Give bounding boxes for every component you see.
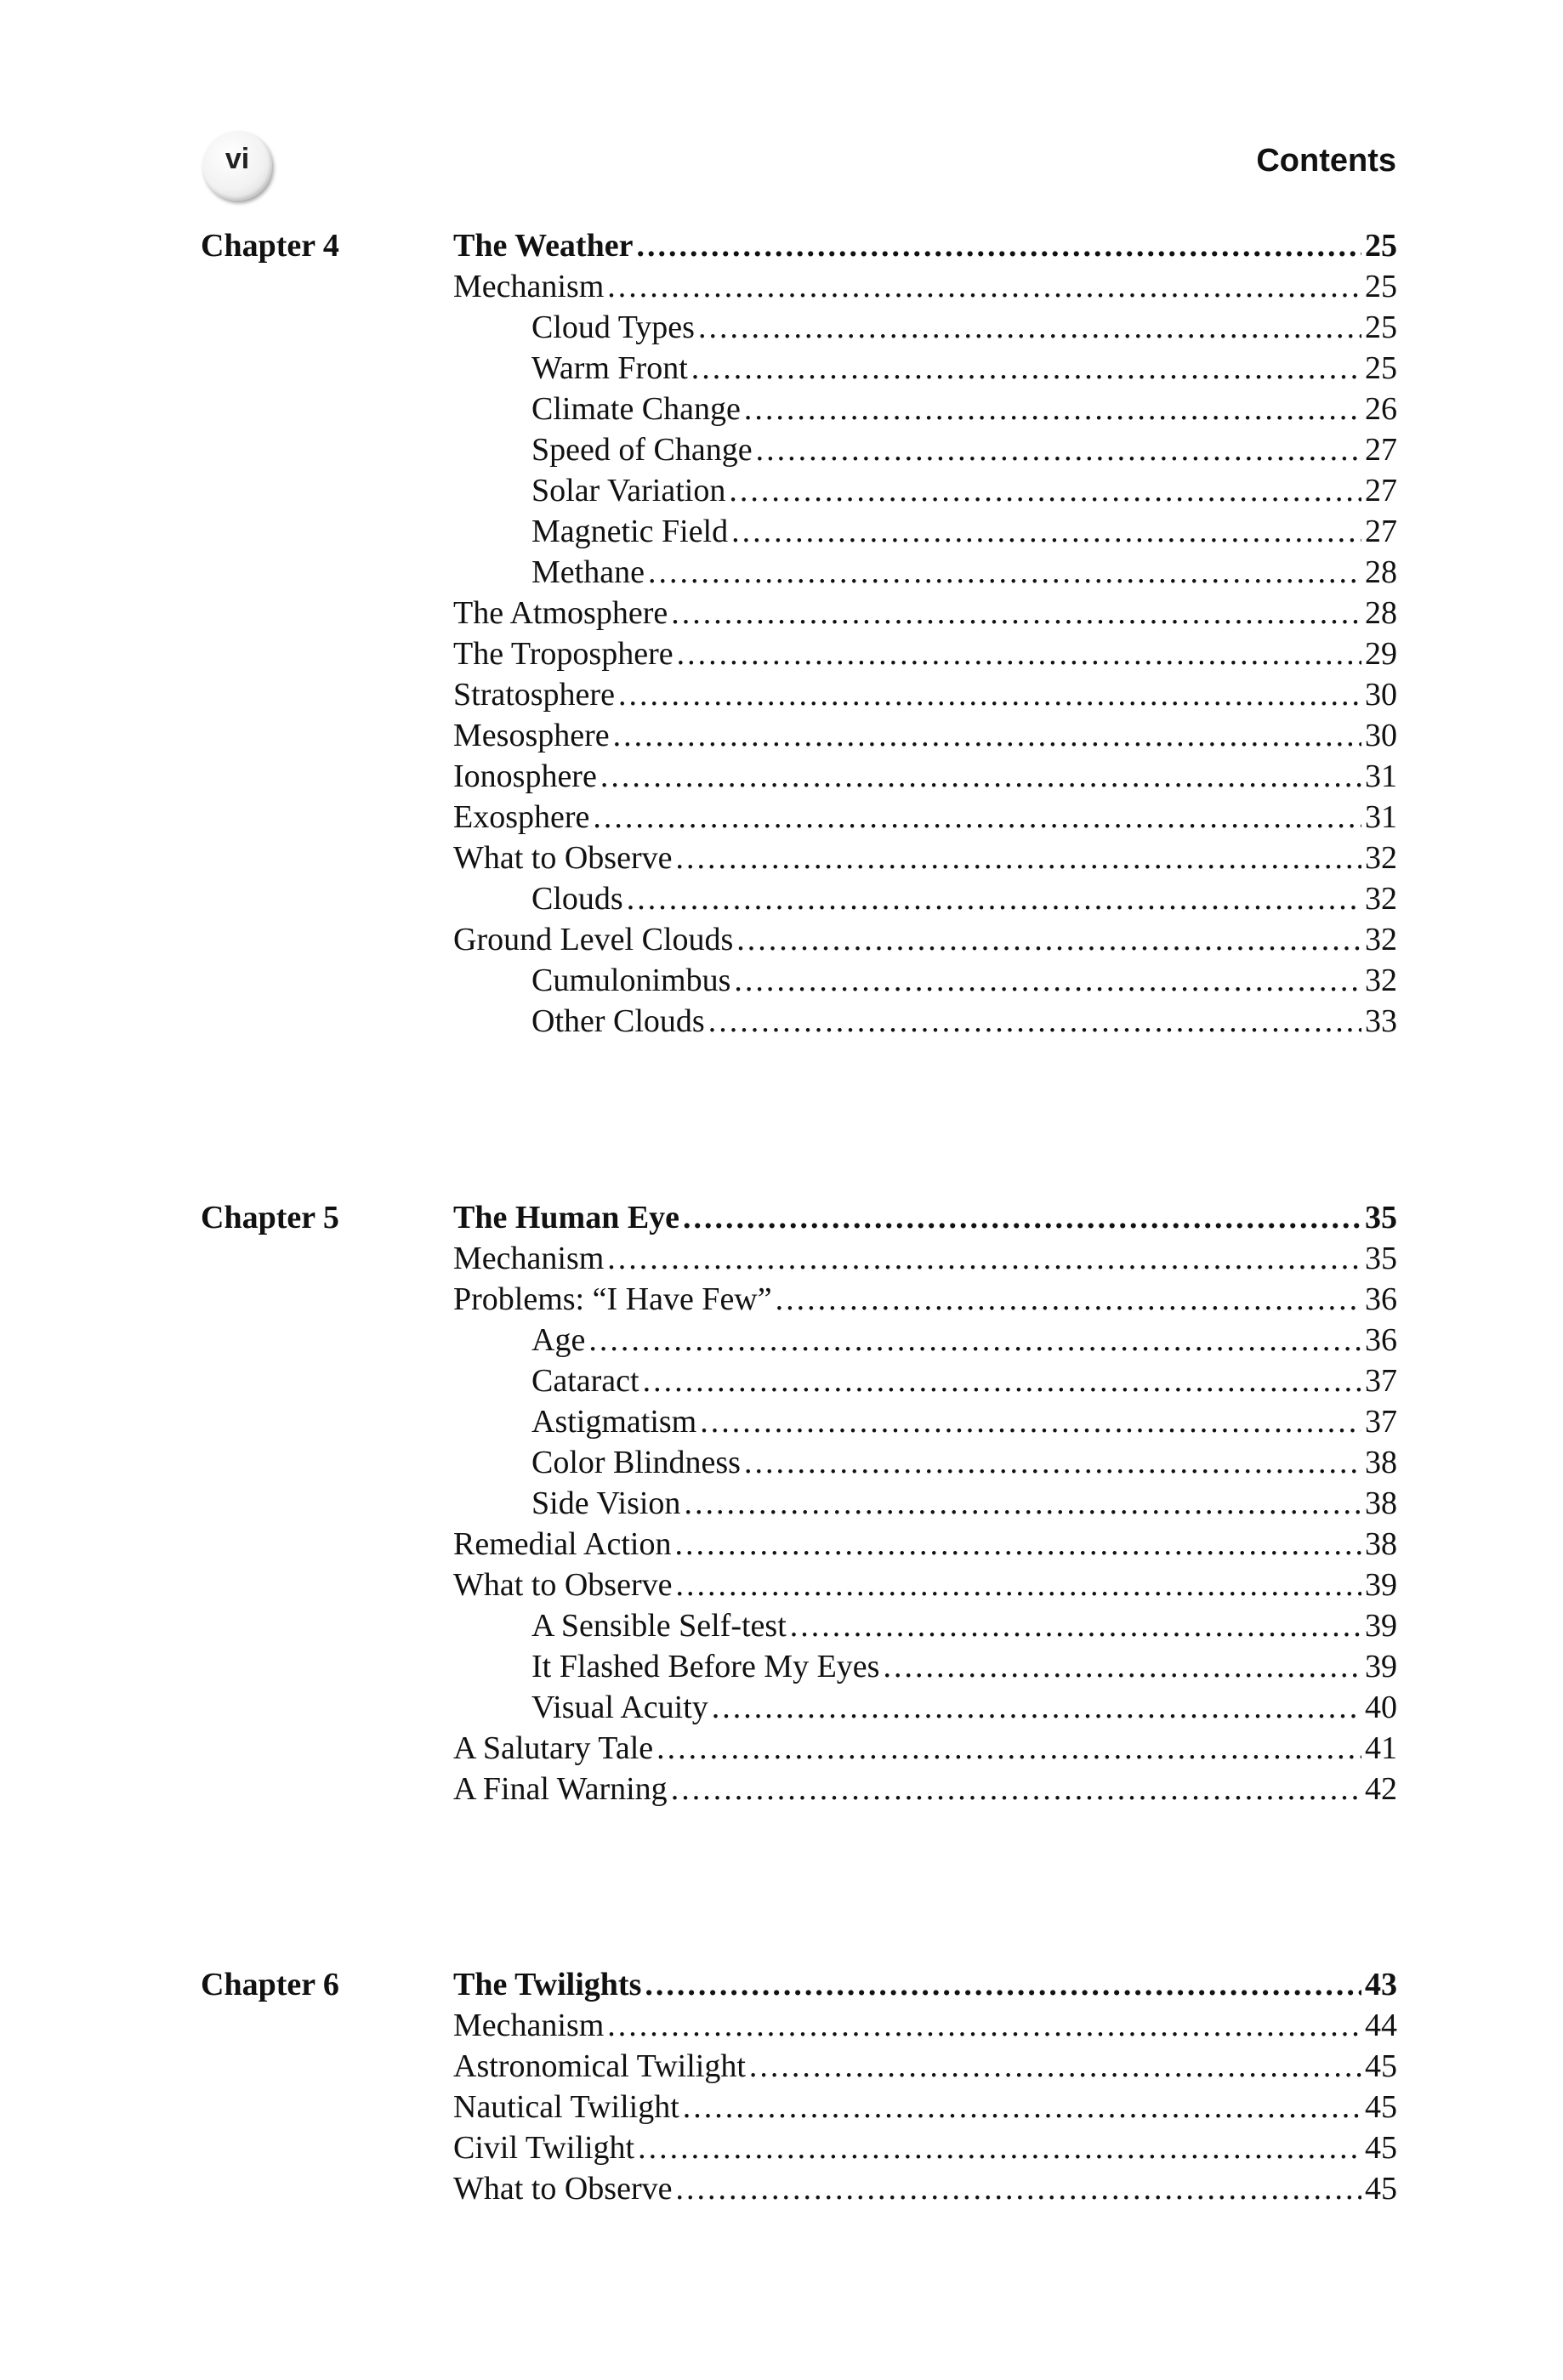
toc-entry[interactable] [453, 307, 1397, 348]
toc-entry[interactable] [453, 1728, 1397, 1769]
dot-leader [588, 1320, 1361, 1360]
dot-leader [749, 2046, 1361, 2087]
dot-leader [677, 633, 1361, 674]
page-number-badge [202, 131, 272, 201]
toc-entry-title: Climate Change [531, 391, 741, 427]
dot-leader [607, 1238, 1361, 1279]
toc-entry[interactable] [453, 1001, 1397, 1042]
toc-entry-title: Exosphere [453, 799, 590, 835]
toc-entry-page: 30 [1365, 677, 1397, 713]
toc-entry-title: Ionosphere [453, 758, 597, 794]
toc-entry[interactable] [453, 2127, 1397, 2168]
running-header-title: Contents [1256, 143, 1396, 179]
dot-leader [708, 1001, 1361, 1042]
dot-leader [643, 1360, 1361, 1401]
toc-entry[interactable] [453, 389, 1397, 429]
toc-entry[interactable] [453, 797, 1397, 838]
toc-entry-title: Cataract [531, 1363, 639, 1399]
toc-entry[interactable] [453, 756, 1397, 797]
toc-entry-page: 29 [1365, 636, 1397, 672]
dot-leader [731, 511, 1361, 552]
toc-chapter-heading[interactable] [453, 225, 1397, 266]
toc-entry-page: 40 [1365, 1690, 1397, 1725]
dot-leader [700, 1401, 1361, 1442]
toc-entry[interactable] [453, 878, 1397, 919]
toc-entry-page: 25 [1365, 350, 1397, 386]
dot-leader [613, 715, 1361, 756]
toc-entry-page: 39 [1365, 1608, 1397, 1644]
toc-entry-title: Problems: “I Have Few” [453, 1281, 772, 1317]
toc-entry[interactable] [453, 838, 1397, 878]
toc-entry-title: Clouds [531, 881, 623, 917]
toc-entry-title: Speed of Change [531, 432, 753, 468]
toc-entry-page: 32 [1365, 922, 1397, 957]
toc-entry-title: Astronomical Twilight [453, 2048, 746, 2084]
toc-entry-page: 44 [1365, 2008, 1397, 2043]
dot-leader [744, 1442, 1361, 1483]
toc-entry-page: 42 [1365, 1771, 1397, 1807]
toc-entry[interactable] [453, 266, 1397, 307]
toc-entry-page: 38 [1365, 1485, 1397, 1521]
toc-entry[interactable] [453, 1605, 1397, 1646]
toc-entry-title: Visual Acuity [531, 1690, 708, 1725]
dot-leader [684, 1483, 1361, 1524]
dot-leader [674, 1524, 1361, 1565]
toc-entry-title: Side Vision [531, 1485, 681, 1521]
toc-entry-title: Stratosphere [453, 677, 615, 713]
toc-entry-page: 39 [1365, 1649, 1397, 1684]
toc-entry[interactable] [453, 429, 1397, 470]
toc-entry-title: Mechanism [453, 269, 605, 304]
toc-entry[interactable] [453, 2087, 1397, 2127]
toc-entry-title: Mesosphere [453, 718, 610, 753]
toc-entry-page: 26 [1365, 391, 1397, 427]
toc-entry-page: 37 [1365, 1363, 1397, 1399]
toc-entry-title: What to Observe [453, 2171, 673, 2207]
toc-entry-title: Age [531, 1322, 586, 1358]
dot-leader [744, 389, 1361, 429]
toc-entry-page: 43 [1365, 1967, 1397, 2002]
toc-entry[interactable] [453, 1279, 1397, 1320]
toc-entry-title: Ground Level Clouds [453, 922, 734, 957]
chapter-label: Chapter 4 [201, 228, 339, 264]
toc-entry[interactable] [453, 1442, 1397, 1483]
dot-leader [698, 307, 1361, 348]
toc-entry[interactable] [453, 511, 1397, 552]
toc-entry-page: 27 [1365, 514, 1397, 549]
toc-entry-page: 32 [1365, 840, 1397, 876]
toc-entry-title: Civil Twilight [453, 2130, 635, 2166]
dot-leader [607, 2005, 1361, 2046]
toc-entry-title: Solar Variation [531, 473, 726, 508]
dot-leader [736, 919, 1361, 960]
dot-leader [683, 2087, 1361, 2127]
dot-leader [656, 1728, 1361, 1769]
toc-entry-page: 45 [1365, 2171, 1397, 2207]
dot-leader [593, 797, 1361, 838]
toc-entry-title: Nautical Twilight [453, 2089, 679, 2125]
toc-entry-page: 27 [1365, 432, 1397, 468]
toc-entry-title: A Final Warning [453, 1771, 668, 1807]
dot-leader [618, 674, 1361, 715]
toc-entry[interactable] [453, 552, 1397, 593]
dot-leader [675, 838, 1361, 878]
toc-entry-title: What to Observe [453, 840, 673, 876]
toc-entry[interactable] [453, 1646, 1397, 1687]
dot-leader [645, 1964, 1361, 2005]
toc-entry-page: 32 [1365, 963, 1397, 998]
toc-entry-title: Color Blindness [531, 1445, 741, 1480]
toc-entry-title: Mechanism [453, 1241, 605, 1276]
toc-entry-title: The Atmosphere [453, 595, 668, 631]
dot-leader [756, 429, 1361, 470]
toc-entry-page: 25 [1365, 310, 1397, 345]
toc-entry[interactable] [453, 674, 1397, 715]
dot-leader [600, 756, 1361, 797]
toc-entry-page: 38 [1365, 1445, 1397, 1480]
toc-entry[interactable] [453, 1401, 1397, 1442]
toc-entry[interactable] [453, 1238, 1397, 1279]
toc-entry-title: Methane [531, 554, 645, 590]
dot-leader [734, 960, 1361, 1001]
chapter-label: Chapter 5 [201, 1200, 339, 1235]
dot-leader [691, 348, 1361, 389]
dot-leader [675, 2168, 1361, 2209]
toc-entry-page: 32 [1365, 881, 1397, 917]
dot-leader [729, 470, 1361, 511]
toc-entry-title: Magnetic Field [531, 514, 729, 549]
toc-entry-page: 35 [1365, 1200, 1397, 1235]
dot-leader [790, 1605, 1361, 1646]
toc-entry-page: 30 [1365, 718, 1397, 753]
toc-entry-page: 31 [1365, 758, 1397, 794]
toc-entry-page: 25 [1365, 228, 1397, 264]
toc-entries [453, 1964, 1397, 2209]
toc-entry[interactable] [453, 1360, 1397, 1401]
toc-entry-title: Mechanism [453, 2008, 605, 2043]
toc-entry[interactable] [453, 1565, 1397, 1605]
toc-entry[interactable] [453, 470, 1397, 511]
toc-chapter-heading[interactable] [453, 1197, 1397, 1238]
toc-entry[interactable] [453, 593, 1397, 633]
toc-entry[interactable] [453, 1483, 1397, 1524]
toc-entry-page: 37 [1365, 1404, 1397, 1440]
dot-leader [671, 593, 1361, 633]
toc-entry[interactable] [453, 1769, 1397, 1809]
toc-entry-page: 28 [1365, 595, 1397, 631]
toc-entry-page: 28 [1365, 554, 1397, 590]
dot-leader [683, 1197, 1361, 1238]
dot-leader [627, 878, 1361, 919]
toc-entry-title: The Human Eye [453, 1200, 680, 1235]
toc-entry[interactable] [453, 960, 1397, 1001]
chapter-label: Chapter 6 [201, 1967, 339, 2002]
toc-entry-title: The Weather [453, 228, 634, 264]
toc-chapter-heading[interactable] [453, 1964, 1397, 2005]
toc-entry[interactable] [453, 1320, 1397, 1360]
toc-entry-title: Cloud Types [531, 310, 695, 345]
dot-leader [675, 1565, 1361, 1605]
toc-entry[interactable] [453, 1524, 1397, 1565]
toc-entry-title: Cumulonimbus [531, 963, 731, 998]
toc-entry[interactable] [453, 715, 1397, 756]
toc-entry-page: 38 [1365, 1526, 1397, 1562]
toc-entry-title: The Twilights [453, 1967, 642, 2002]
toc-entries [453, 1197, 1397, 1809]
toc-entry-page: 45 [1365, 2048, 1397, 2084]
toc-entry-title: Other Clouds [531, 1003, 705, 1039]
toc-entry-page: 36 [1365, 1281, 1397, 1317]
toc-entry[interactable] [453, 919, 1397, 960]
dot-leader [607, 266, 1361, 307]
toc-entry[interactable] [453, 348, 1397, 389]
toc-entry-page: 25 [1365, 269, 1397, 304]
toc-entry-page: 35 [1365, 1241, 1397, 1276]
toc-entry-title: Remedial Action [453, 1526, 672, 1562]
toc-entry-title: It Flashed Before My Eyes [531, 1649, 880, 1684]
toc-entry-title: A Sensible Self-test [531, 1608, 787, 1644]
dot-leader [648, 552, 1361, 593]
dot-leader [883, 1646, 1361, 1687]
toc-entry-title: Astigmatism [531, 1404, 697, 1440]
toc-entry-page: 33 [1365, 1003, 1397, 1039]
toc-entry[interactable] [453, 633, 1397, 674]
toc-entry-page: 36 [1365, 1322, 1397, 1358]
toc-entry-title: Warm Front [531, 350, 688, 386]
dot-leader [712, 1687, 1361, 1728]
toc-entry[interactable] [453, 2168, 1397, 2209]
toc-entry-page: 45 [1365, 2089, 1397, 2125]
dot-leader [636, 225, 1361, 266]
toc-entry-page: 41 [1365, 1730, 1397, 1766]
toc-entry[interactable] [453, 2005, 1397, 2046]
toc-entry-page: 31 [1365, 799, 1397, 835]
toc-entry-page: 27 [1365, 473, 1397, 508]
toc-entry-title: What to Observe [453, 1567, 673, 1603]
dot-leader [776, 1279, 1361, 1320]
dot-leader [638, 2127, 1361, 2168]
toc-entry-title: A Salutary Tale [453, 1730, 654, 1766]
toc-entry-page: 45 [1365, 2130, 1397, 2166]
toc-entry-page: 39 [1365, 1567, 1397, 1603]
page-number: vi [225, 143, 250, 175]
toc-entry[interactable] [453, 1687, 1397, 1728]
toc-entry-title: The Troposphere [453, 636, 674, 672]
dot-leader [671, 1769, 1361, 1809]
toc-entry[interactable] [453, 2046, 1397, 2087]
toc-entries [453, 225, 1397, 1042]
